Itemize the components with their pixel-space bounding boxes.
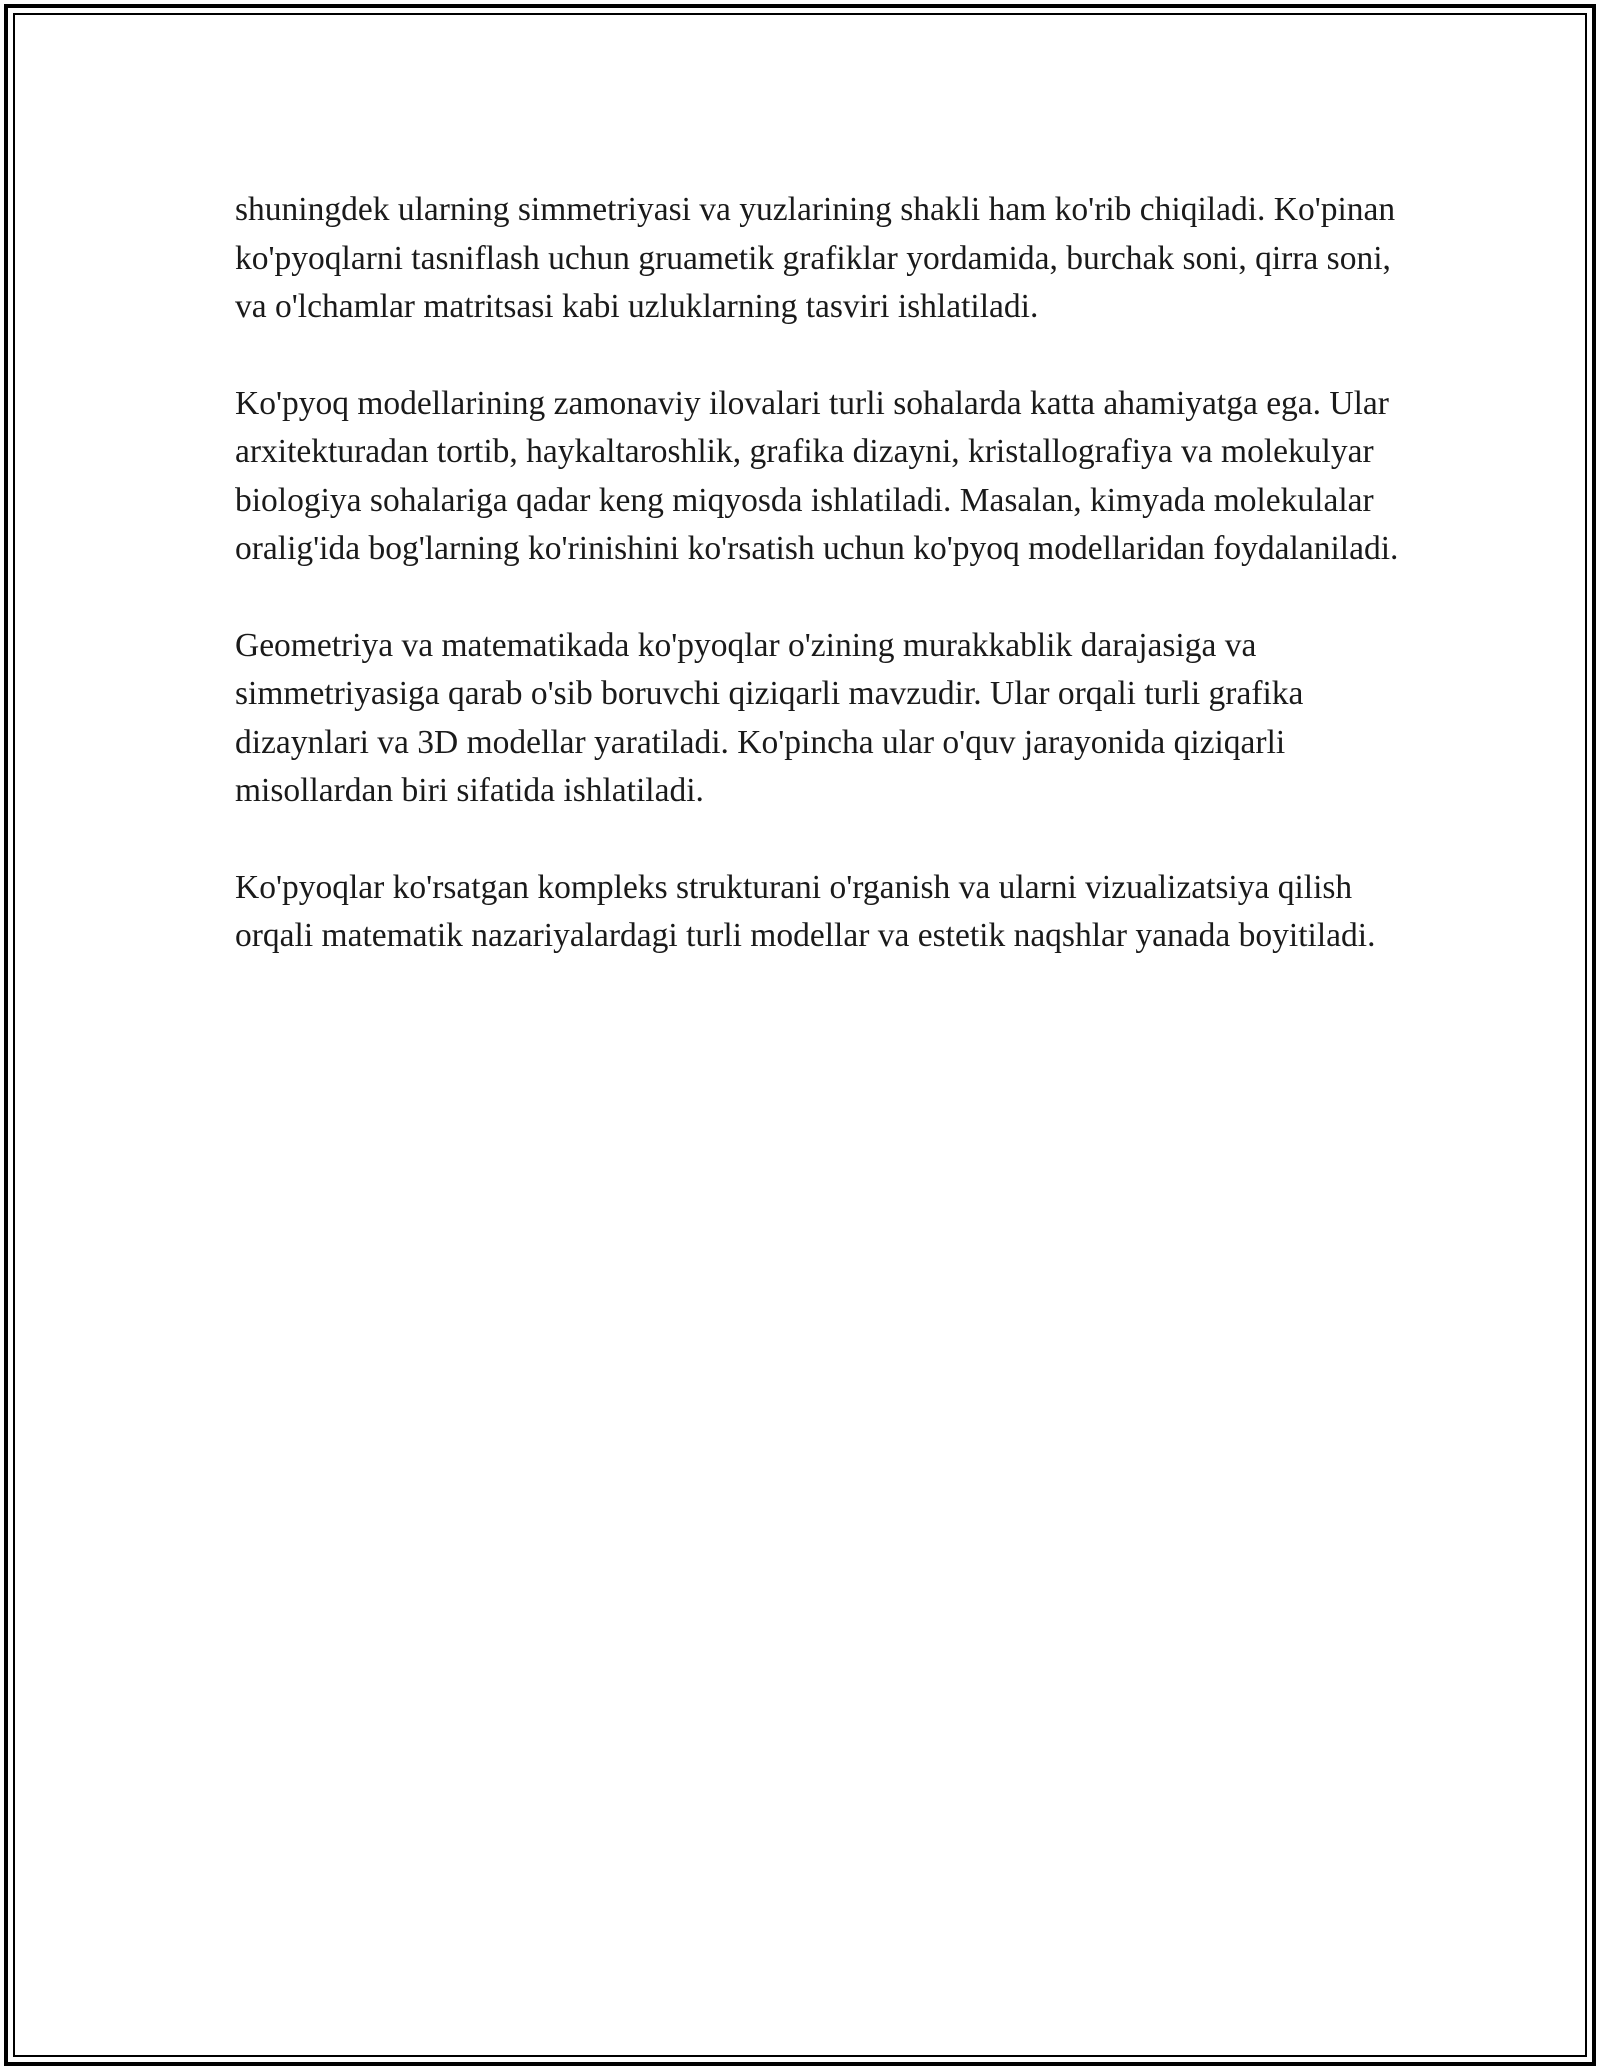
paragraph: shuningdek ularning simmetriyasi va yuzlarining shakli ham ko'rib chiqiladi. Ko'pinan ko'pyoqlarni tasniflash uchun gruametik grafiklar yordamida, burchak soni, qirra soni, va o'lchamlar matritsasi kabi uzluklarning tasviri ishlatiladi.	[235, 191, 1396, 325]
document-body	[235, 186, 1415, 1009]
paragraph: Ko'pyoqlar ko'rsatgan kompleks strukturani o'rganish va ularni vizualizatsiya qilish orqali matematik nazariyalardagi turli modellar va estetik naqshlar yanada boyitiladi.	[235, 868, 1376, 954]
paragraph: Ko'pyoq modellarining zamonaviy ilovalari turli sohalarda katta ahamiyatga ega. Ular arxitekturadan tortib, haykaltaroshlik, grafika dizayni, kristallografiya va molekulyar biologiya sohalariga qadar keng miqyosda ishlatiladi. Masalan, kimyada molekulalar oralig'ida bog'larning ko'rinishini ko'rsatish uchun ko'pyoq modellaridan foydalaniladi.	[235, 384, 1399, 567]
paragraph: Geometriya va matematikada ko'pyoqlar o'zining murakkablik darajasiga va simmetriyasiga qarab o'sib boruvchi qiziqarli mavzudir. Ular orqali turli grafika dizaynlari va 3D modellar yaratiladi. Ko'pincha ular o'quv jarayonida qiziqarli misollardan biri sifatida ishlatiladi.	[235, 626, 1304, 809]
